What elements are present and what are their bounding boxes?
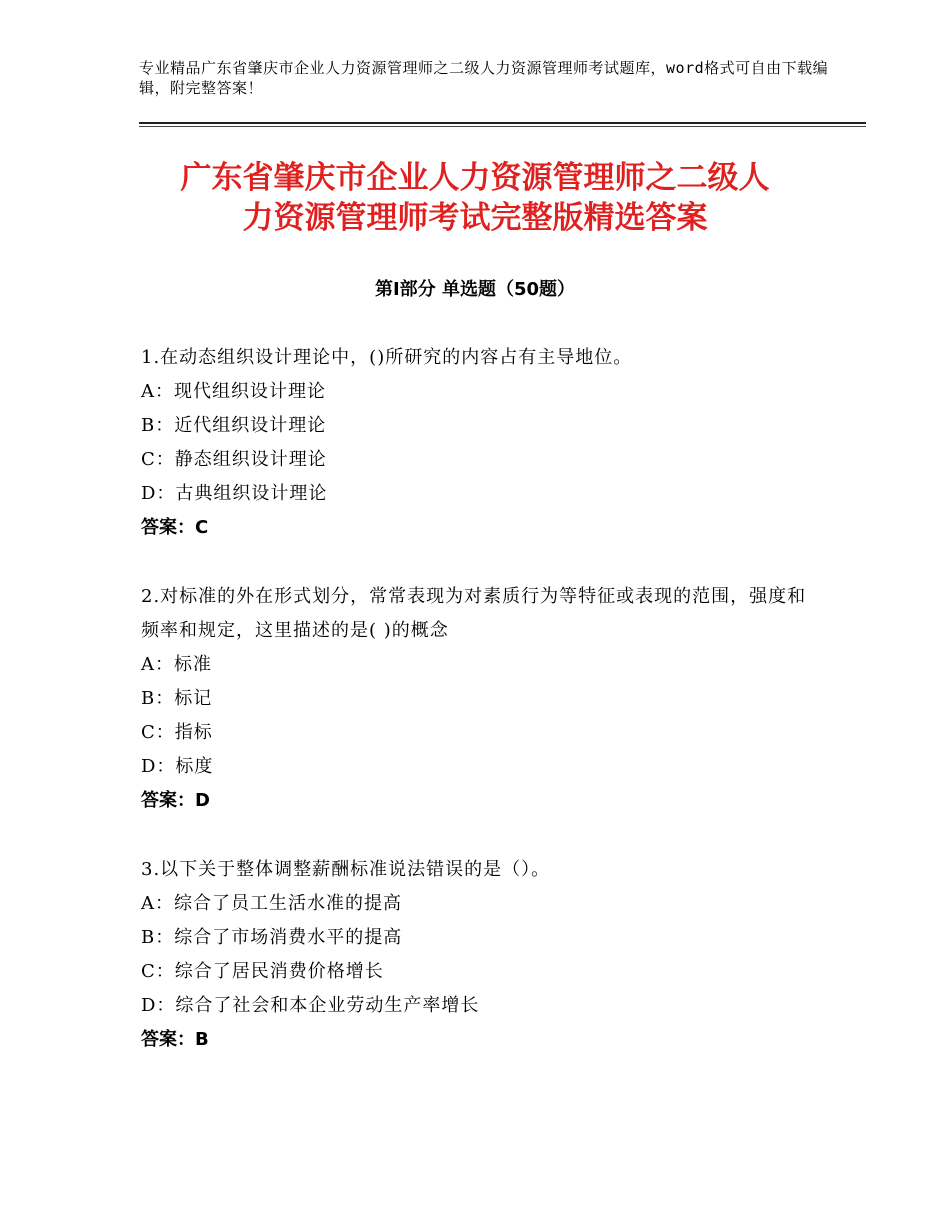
option-c: C：指标	[141, 722, 213, 743]
answer: 答案：B	[141, 1029, 209, 1050]
answer: 答案：C	[141, 517, 209, 538]
question-2	[141, 580, 821, 818]
header-divider-thick	[139, 122, 866, 124]
document-title-line-2: 力资源管理师考试完整版精选答案	[242, 200, 708, 236]
question-stem: 2.对标准的外在形式划分，常常表现为对素质行为等特征或表现的范围，强度和频率和规定，这里描述的是( )的概念	[141, 586, 807, 641]
option-b: B：近代组织设计理论	[141, 415, 327, 436]
option-d: D：综合了社会和本企业劳动生产率增长	[141, 995, 480, 1016]
option-b: B：综合了市场消费水平的提高	[141, 927, 403, 948]
question-3	[141, 853, 821, 1057]
option-d: D：标度	[141, 756, 214, 777]
option-d: D：古典组织设计理论	[141, 483, 328, 504]
option-c: C：静态组织设计理论	[141, 449, 327, 470]
option-a: A：综合了员工生活水准的提高	[141, 893, 402, 914]
document-title-line-1: 广东省肇庆市企业人力资源管理师之二级人	[180, 160, 770, 196]
option-c: C：综合了居民消费价格增长	[141, 961, 384, 982]
header-divider-thin	[139, 126, 866, 127]
header-note: 专业精品广东省肇庆市企业人力资源管理师之二级人力资源管理师考试题库，word格式可自由下载编辑，附完整答案！	[139, 59, 829, 97]
question-1	[141, 341, 821, 545]
document-title	[100, 158, 850, 238]
question-stem: 3.以下关于整体调整薪酬标准说法错误的是（）。	[141, 859, 551, 880]
question-stem: 1.在动态组织设计理论中，()所研究的内容占有主导地位。	[141, 347, 633, 368]
option-a: A：标准	[141, 654, 212, 675]
answer: 答案：D	[141, 790, 210, 811]
section-title: 第Ⅰ部分 单选题（50题）	[374, 279, 575, 300]
option-a: A：现代组织设计理论	[141, 381, 326, 402]
option-b: B：标记	[141, 688, 213, 709]
